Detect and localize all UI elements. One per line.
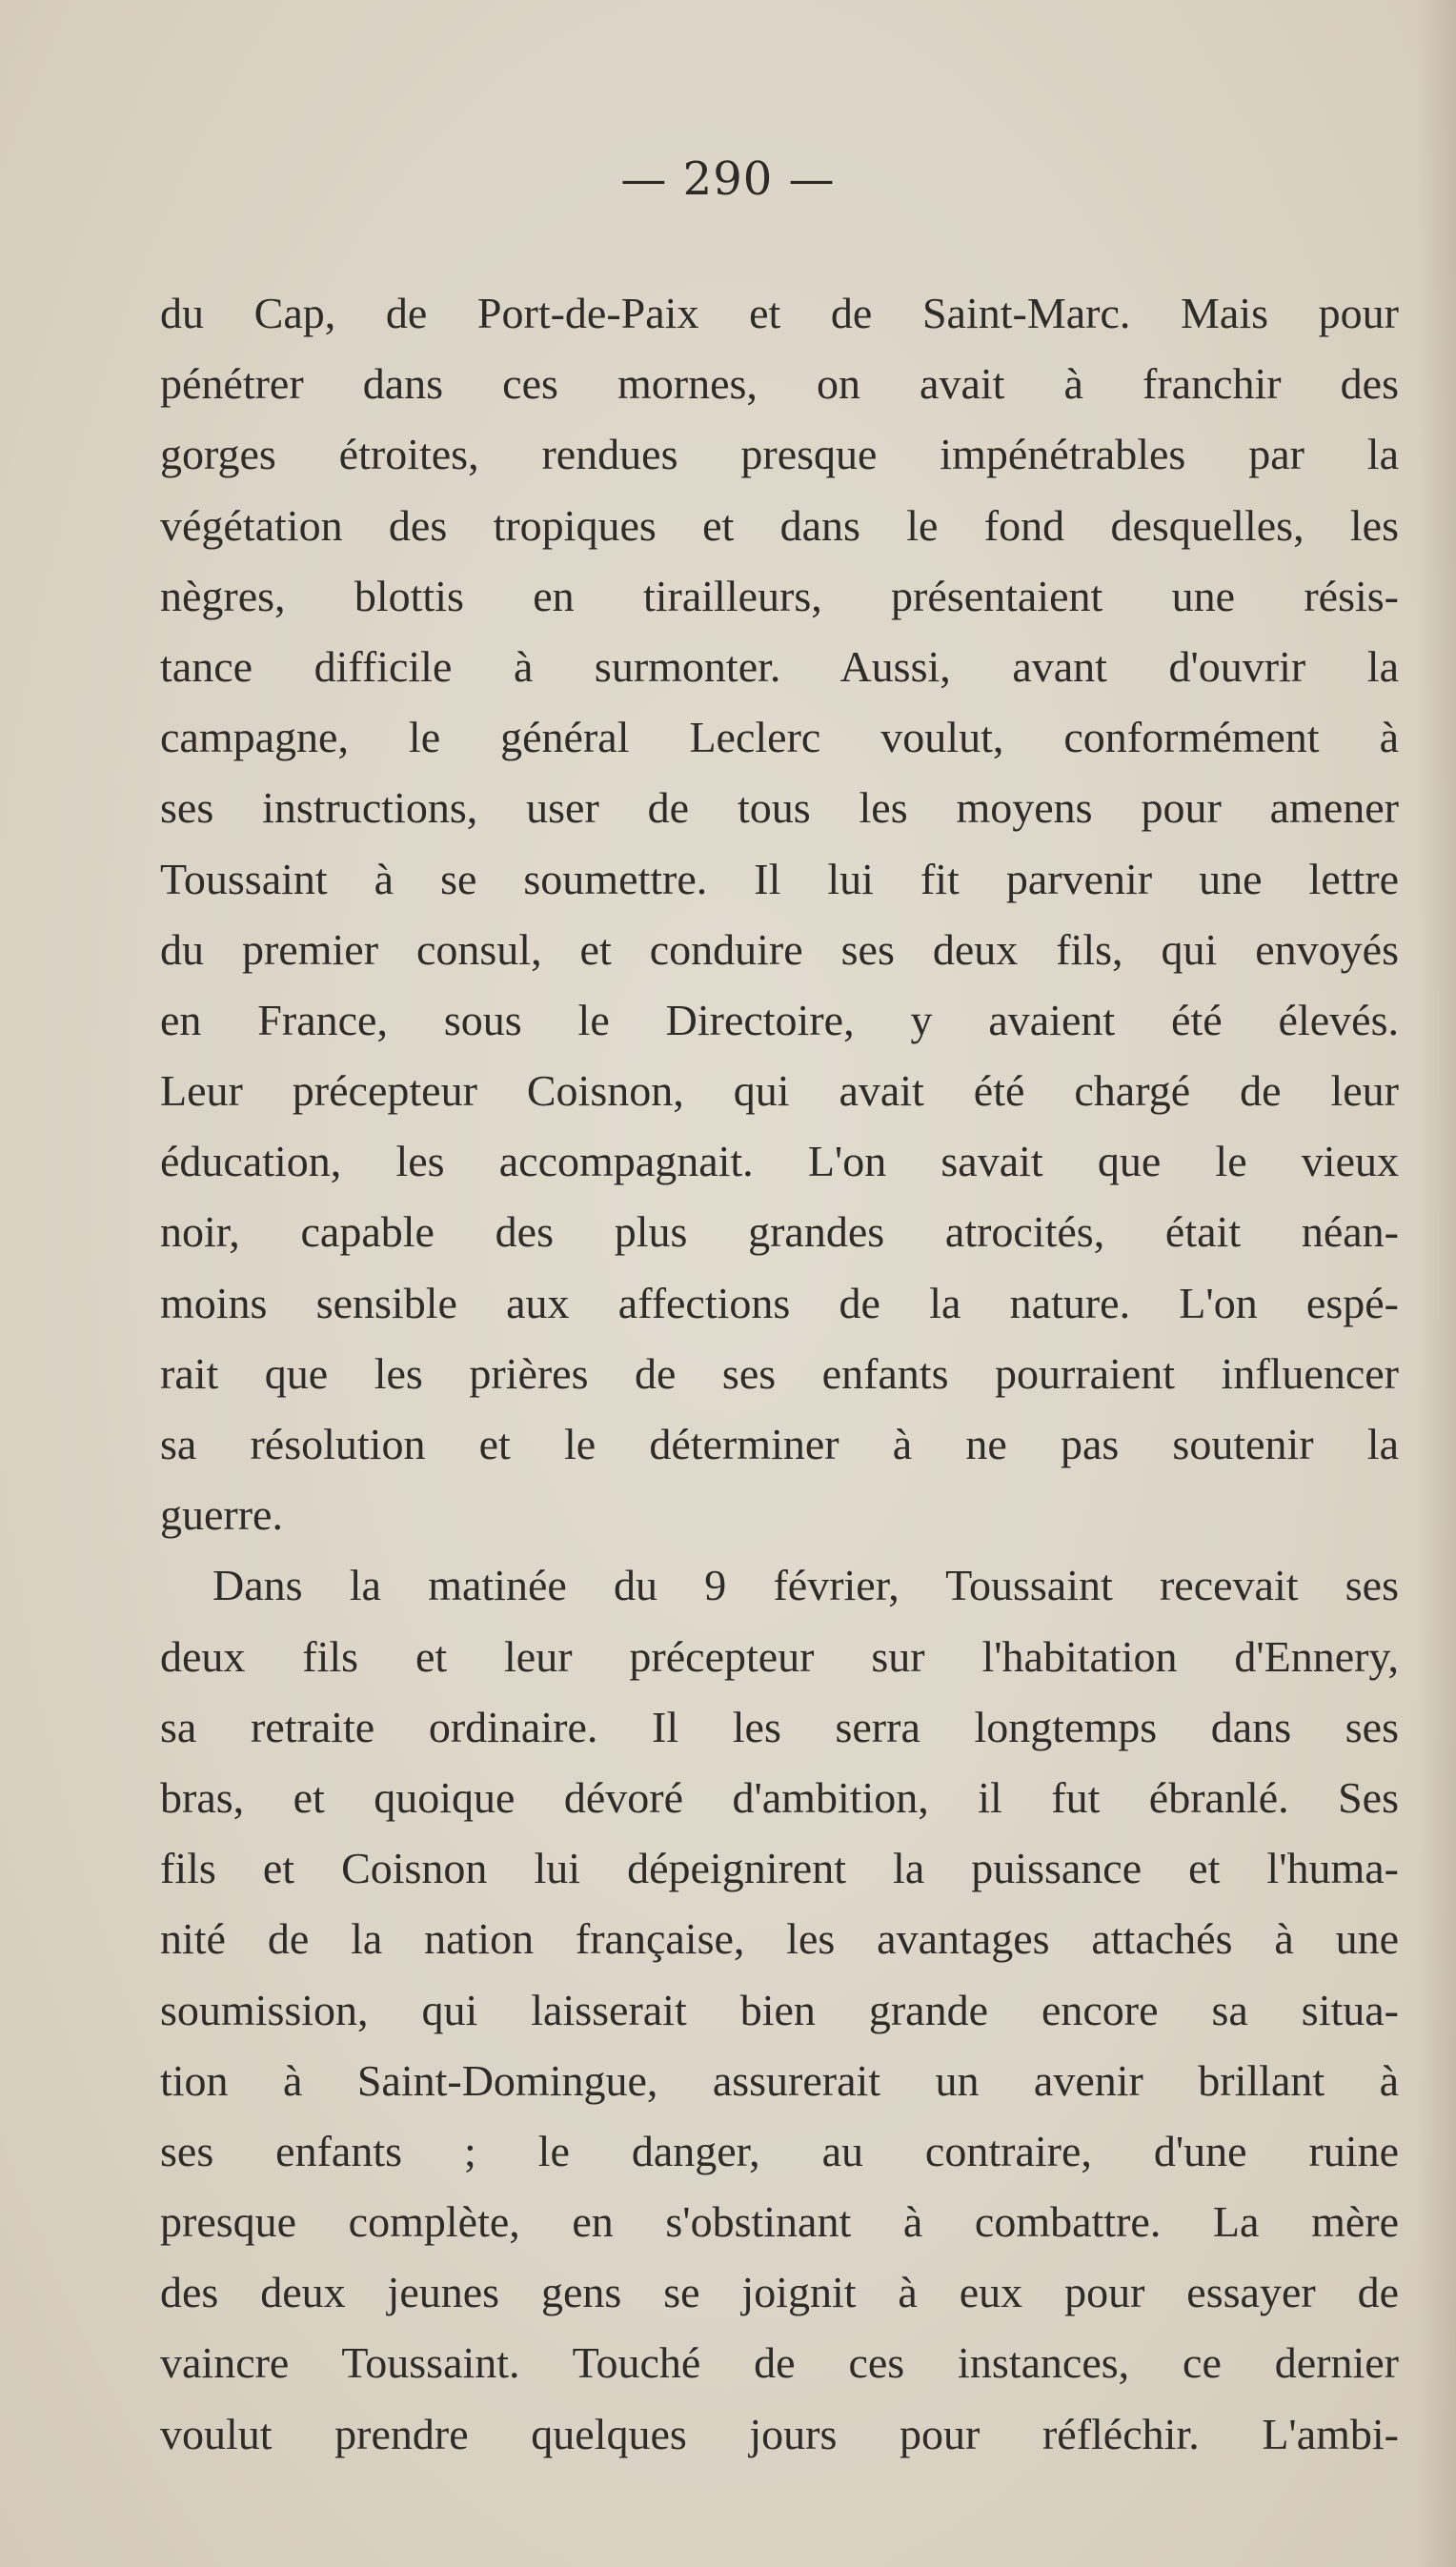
paragraph-start-line: Dans la matinée du 9 février, Toussaint recevait ses — [212, 1561, 1399, 1610]
text-line: soumission, qui laisserait bien grande encore sa situa- — [160, 1985, 1399, 2034]
text-line: gorges étroites, rendues presque impénétrables par la — [160, 430, 1399, 479]
text-line: du premier consul, et conduire ses deux fils, qui envoyés — [160, 924, 1399, 974]
text-line: fils et Coisnon lui dépeignirent la puissance et l'huma- — [160, 1844, 1399, 1893]
text-line: nègres, blottis en tirailleurs, présentaient une résis- — [160, 571, 1399, 620]
page-edge-shadow — [1418, 0, 1456, 2567]
text-line: des deux jeunes gens se joignit à eux pour essayer de — [160, 2268, 1399, 2317]
text-line: pénétrer dans ces mornes, on avait à franchir des — [160, 359, 1399, 409]
text-line: rait que les prières de ses enfants pourraient influencer — [160, 1348, 1399, 1398]
text-line: éducation, les accompagnait. L'on savait que le vieux — [160, 1137, 1399, 1186]
text-line: sa résolution et le déterminer à ne pas soutenir la — [160, 1420, 1399, 1468]
text-line: bras, et quoique dévoré d'ambition, il fut ébranlé. Ses — [160, 1772, 1399, 1822]
paragraph-end-line: guerre. — [160, 1490, 283, 1540]
text-line: voulut prendre quelques jours pour réfléchir. L'ambi- — [160, 2409, 1399, 2458]
text-line: noir, capable des plus grandes atrocités, était néan- — [160, 1207, 1399, 1257]
text-line: Toussaint à se soumettre. Il lui fit parvenir une lettre — [160, 854, 1399, 903]
text-line: sa retraite ordinaire. Il les serra longtemps dans ses — [160, 1702, 1399, 1751]
text-line: Leur précepteur Coisnon, qui avait été chargé de leur — [160, 1066, 1399, 1116]
text-line: ses enfants ; le danger, au contraire, d'une ruine — [160, 2126, 1399, 2175]
text-line: vaincre Toussaint. Touché de ces instances, ce dernier — [160, 2338, 1399, 2388]
text-line: moins sensible aux affections de la nature. L'on espé- — [160, 1278, 1399, 1327]
text-line: tion à Saint-Domingue, assurerait un avenir brillant à — [160, 2055, 1399, 2105]
text-line: deux fils et leur précepteur sur l'habitation d'Ennery, — [160, 1631, 1399, 1681]
text-line: tance difficile à surmonter. Aussi, avant d'ouvrir la — [160, 641, 1399, 691]
text-line: campagne, le général Leclerc voulut, conformément à — [160, 713, 1399, 762]
text-line: en France, sous le Directoire, y avaient été élevés. — [160, 995, 1399, 1044]
page-number: — 290 — — [620, 152, 836, 206]
text-line: ses instructions, user de tous les moyens pour amener — [160, 783, 1399, 833]
text-line: végétation des tropiques et dans le fond desquelles, les — [160, 500, 1399, 550]
text-line: du Cap, de Port-de-Paix et de Saint-Marc. Mais pour — [160, 289, 1399, 337]
text-line: nité de la nation française, les avantages attachés à une — [160, 1914, 1399, 1964]
body-text — [160, 278, 1399, 2470]
text-line: presque complète, en s'obstinant à combattre. La mère — [160, 2197, 1399, 2247]
